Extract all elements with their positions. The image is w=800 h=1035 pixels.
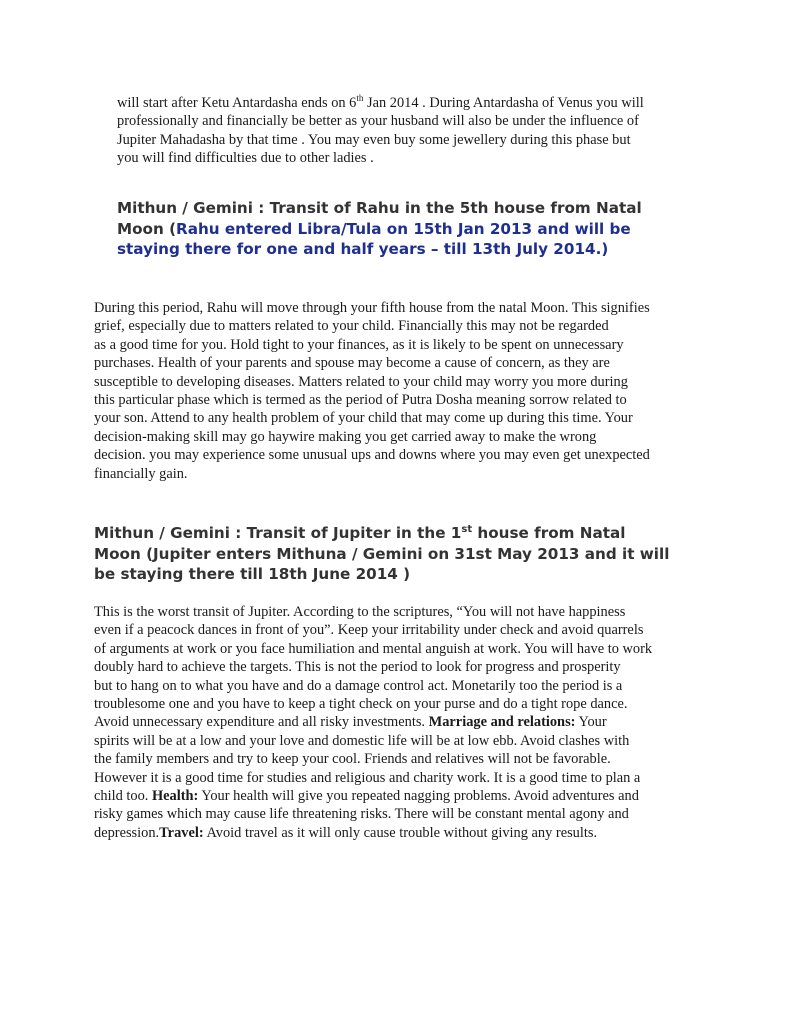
text-line: Avoid unnecessary expenditure and all risky investments. Marriage and relations: Your <box>94 714 607 731</box>
text-line: but to hang on to what you have and do a damage control act. Monetarily too the period is a <box>94 677 623 694</box>
text-line: you will find difficulties due to other ladies . <box>117 150 374 167</box>
text-line: During this period, Rahu will move through your fifth house from the natal Moon. This signifies <box>94 300 650 316</box>
text-line: decision-making skill may go haywire making you get carried away to make the wrong <box>94 428 597 445</box>
marriage-relations-label: Marriage and relations: <box>428 714 576 731</box>
text-line: purchases. Health of your parents and spouse may become a cause of concern, as they are <box>94 355 610 372</box>
text-line: will start after Ketu Antardasha ends on 6th Jan 2014 . During Antardasha of Venus you will <box>117 93 644 111</box>
jupiter-transit-paragraph <box>94 603 710 842</box>
heading-line: staying there for one and half years – till 13th July 2014.) <box>117 240 609 259</box>
text-line: financially gain. <box>94 465 188 482</box>
text-line: susceptible to developing diseases. Matters related to your child may worry you more during <box>94 373 628 390</box>
heading-line: Mithun / Gemini : Transit of Jupiter in the 1st house from Natal <box>94 523 626 542</box>
text-line: this particular phase which is termed as the period of Putra Dosha meaning sorrow related to <box>94 392 627 409</box>
rahu-transit-paragraph <box>94 299 710 483</box>
text-line: decision. you may experience some unusual ups and downs where you may even get unexpected <box>94 447 650 464</box>
text-line: of arguments at work or you face humiliation and mental anguish at work. You will have to work <box>94 640 653 657</box>
heading-line: Moon (Jupiter enters Mithuna / Gemini on 31st May 2013 and it will <box>94 544 670 563</box>
text-line: However it is a good time for studies and religious and charity work. It is a good time to plan a <box>94 769 641 786</box>
text-line: doubly hard to achieve the targets. This is not the period to look for progress and prosperity <box>94 659 621 676</box>
text-line: child too. Health: Your health will give you repeated nagging problems. Avoid adventures and <box>94 788 639 805</box>
heading-line: Moon (Rahu entered Libra/Tula on 15th Jan 2013 and will be <box>117 219 631 238</box>
text-line: your son. Attend to any health problem of your child that may come up during this time. Your <box>94 410 633 427</box>
text-line: This is the worst transit of Jupiter. According to the scriptures, “You will not have happiness <box>94 604 626 620</box>
rahu-transit-heading <box>117 198 717 260</box>
heading-line: Mithun / Gemini : Transit of Rahu in the 5th house from Natal <box>117 199 642 217</box>
health-label: Health: <box>151 788 199 805</box>
text-line: grief, especially due to matters related to your child. Financially this may not be regarded <box>94 318 609 335</box>
text-line: even if a peacock dances in front of you”. Keep your irritability under check and avoid quarrels <box>94 622 644 639</box>
text-line: depression.Travel: Avoid travel as it will only cause trouble without giving any results. <box>94 824 598 841</box>
text-line: risky games which may cause life threatening risks. There will be constant mental agony and <box>94 806 629 823</box>
text-line: spirits will be at a low and your love and domestic life will be at low ebb. Avoid clashes with <box>94 732 630 749</box>
text-line: Jupiter Mahadasha by that time . You may even buy some jewellery during this phase but <box>117 131 631 148</box>
text-line: troublesome one and you have to keep a tight check on your purse and do a tight rope dance. <box>94 696 628 713</box>
jupiter-transit-heading <box>94 523 714 585</box>
heading-line: be staying there till 18th June 2014 ) <box>94 565 411 584</box>
intro-paragraph <box>117 94 717 168</box>
text-line: the family members and try to keep your cool. Friends and relatives will not be favorable. <box>94 751 611 768</box>
text-line: professionally and financially be better as your husband will also be under the influence of <box>117 113 639 130</box>
travel-label: Travel: <box>159 824 204 841</box>
text-line: as a good time for you. Hold tight to your finances, as it is likely to be spent on unnecessary <box>94 336 624 353</box>
